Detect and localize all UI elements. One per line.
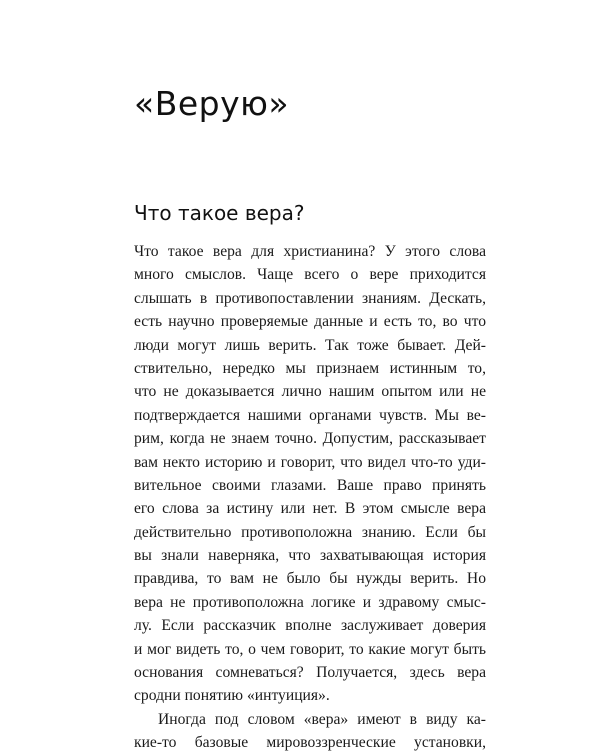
paragraph-1 bbox=[134, 240, 486, 708]
text-line: и мог видеть то, о чем говорит, то какие могут быть bbox=[134, 640, 486, 658]
text-line: рим, когда не знаем точно. Допустим, рассказывает bbox=[134, 430, 486, 448]
text-line: Иногда под словом «вера» имеют в виду ка- bbox=[158, 710, 486, 728]
text-line: вительное своими глазами. Ваше право принять bbox=[134, 476, 486, 494]
text-line: лу. Если рассказчик вполне заслуживает доверия bbox=[134, 617, 486, 635]
paragraph-2 bbox=[134, 708, 486, 755]
body-text bbox=[134, 240, 486, 755]
text-line: вера не противоположна логике и здравому смыс- bbox=[134, 593, 486, 611]
text-line: Что такое вера для христианина? У этого слова bbox=[134, 243, 486, 260]
text-line: его слова за истину или нет. В этом смысле вера bbox=[134, 500, 486, 518]
text-line: подтверждается нашими органами чувств. Мы ве- bbox=[134, 406, 486, 424]
text-line: основания сомневаться? Получается, здесь вера bbox=[134, 664, 486, 682]
text-line: слышать в противопоставлении знаниям. Дескать, bbox=[134, 289, 486, 307]
section-title: Что такое вера? bbox=[134, 201, 305, 225]
text-line: правдива, то вам не было бы нужды верить. Но bbox=[134, 570, 486, 588]
chapter-title: «Верую» bbox=[134, 84, 290, 123]
text-line: ствительно, нередко мы признаем истинным то, bbox=[134, 359, 486, 377]
text-line: вам некто историю и говорит, что видел что-то уди- bbox=[134, 453, 486, 471]
text-line: есть научно проверяемые данные и есть то, во что bbox=[134, 313, 486, 331]
text-line: кие-то базовые мировоззренческие установки, bbox=[134, 734, 486, 752]
text-line: действительно противоположна знанию. Если бы bbox=[134, 523, 486, 541]
text-line: что не доказывается лично нашим опытом или не bbox=[134, 383, 486, 401]
text-line: сродни понятию «интуиция». bbox=[134, 687, 330, 705]
text-line: люди могут лишь верить. Так тоже бывает. Дей- bbox=[134, 336, 486, 354]
text-line: вы знали наверняка, что захватывающая история bbox=[134, 547, 486, 565]
text-line: много смыслов. Чаще всего о вере приходится bbox=[134, 266, 486, 284]
